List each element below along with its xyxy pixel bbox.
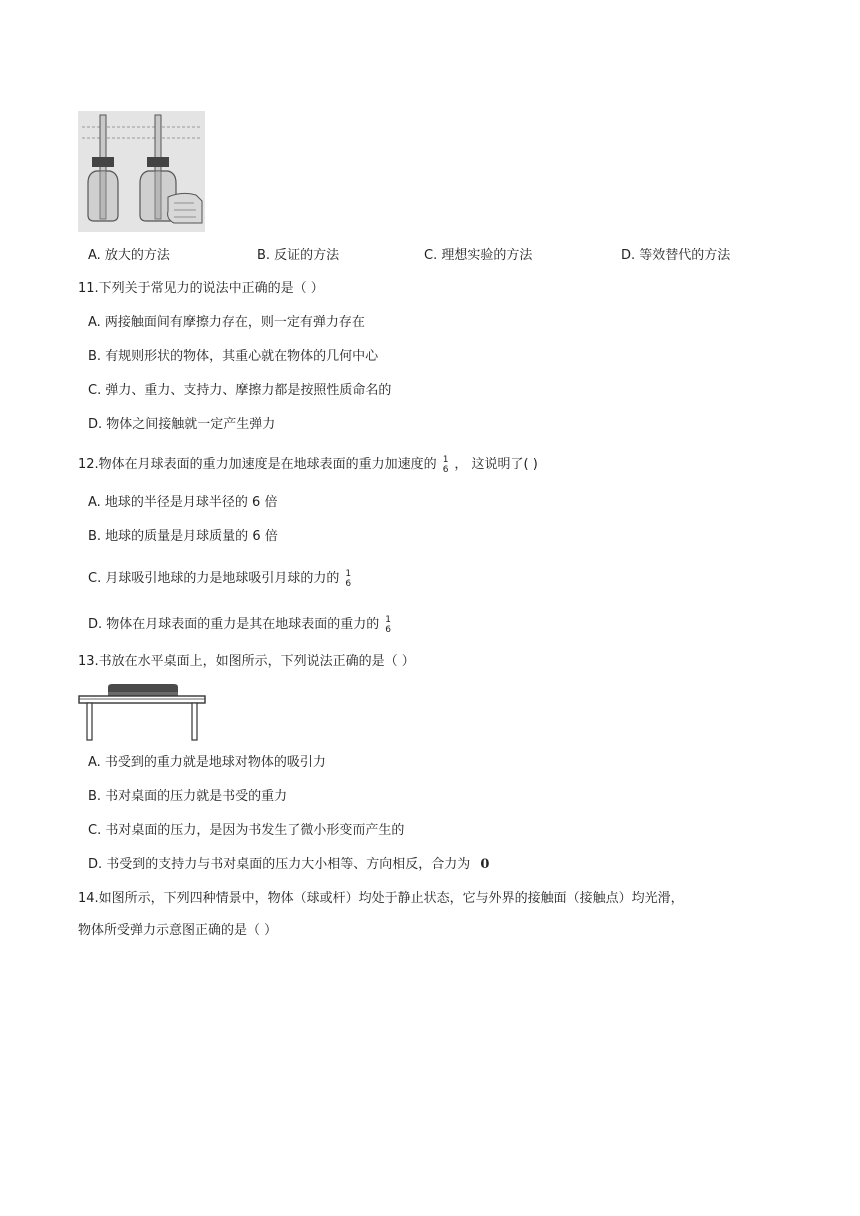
- fraction-numerator: 1: [442, 454, 449, 465]
- one-sixth-fraction: [443, 455, 449, 475]
- one-sixth-fraction: [345, 569, 351, 589]
- q10-option-b[interactable]: B. 反证的方法: [257, 248, 340, 263]
- fraction-numerator: 1: [345, 568, 352, 579]
- fraction-denominator: 6: [442, 464, 449, 475]
- q12-option-c[interactable]: [88, 566, 357, 592]
- q12-stem: [78, 452, 538, 478]
- q11-option-a[interactable]: A. 两接触面间有摩擦力存在，则一定有弹力存在: [88, 315, 365, 330]
- q10-option-a[interactable]: A. 放大的方法: [88, 248, 170, 263]
- q14-stem-line1: 14.如图所示，下列四种情景中，物体（球或杆）均处于静止状态，它与外界的接触面（接触点）均光滑，: [78, 891, 684, 906]
- q13-option-a[interactable]: A. 书受到的重力就是地球对物体的吸引力: [88, 755, 326, 770]
- q13-option-d[interactable]: [88, 856, 489, 874]
- q14-stem-line2: 物体所受弹力示意图正确的是（ ）: [78, 923, 278, 938]
- zero-value: 0: [480, 857, 490, 872]
- fraction-denominator: 6: [385, 624, 392, 635]
- bottles-figure: [78, 111, 205, 232]
- q12-option-a[interactable]: A. 地球的半径是月球半径的 6 倍: [88, 495, 278, 510]
- q13-option-b[interactable]: B. 书对桌面的压力就是书受的重力: [88, 789, 288, 804]
- q12-option-b[interactable]: B. 地球的质量是月球质量的 6 倍: [88, 529, 278, 544]
- book-on-table-figure: [78, 683, 206, 741]
- fraction-denominator: 6: [345, 578, 352, 589]
- q12-option-c-text: C. 月球吸引地球的力是地球吸引月球的力的: [88, 571, 340, 586]
- q12-option-d[interactable]: [88, 612, 397, 638]
- q13-stem: 13.书放在水平桌面上，如图所示，下列说法正确的是（ ）: [78, 654, 415, 669]
- q10-option-c[interactable]: C. 理想实验的方法: [424, 248, 533, 263]
- q13-option-d-text: D. 书受到的支持力与书对桌面的压力大小相等、方向相反，合力为: [88, 857, 471, 872]
- one-sixth-fraction: [385, 615, 391, 635]
- q12-option-d-text: D. 物体在月球表面的重力是其在地球表面的重力的: [88, 617, 380, 632]
- fraction-numerator: 1: [385, 614, 392, 625]
- q12-stem-tail: ， 这说明了( ): [454, 457, 538, 472]
- q12-stem-text: 12.物体在月球表面的重力加速度是在地球表面的重力加速度的: [78, 457, 437, 472]
- q11-option-c[interactable]: C. 弹力、重力、支持力、摩擦力都是按照性质命名的: [88, 383, 392, 398]
- q10-option-d[interactable]: D. 等效替代的方法: [621, 248, 731, 263]
- q11-option-d[interactable]: D. 物体之间接触就一定产生弹力: [88, 417, 276, 432]
- q11-stem: 11.下列关于常见力的说法中正确的是（ ）: [78, 281, 324, 296]
- q13-option-c[interactable]: C. 书对桌面的压力，是因为书发生了微小形变而产生的: [88, 823, 405, 838]
- q11-option-b[interactable]: B. 有规则形状的物体，其重心就在物体的几何中心: [88, 349, 379, 364]
